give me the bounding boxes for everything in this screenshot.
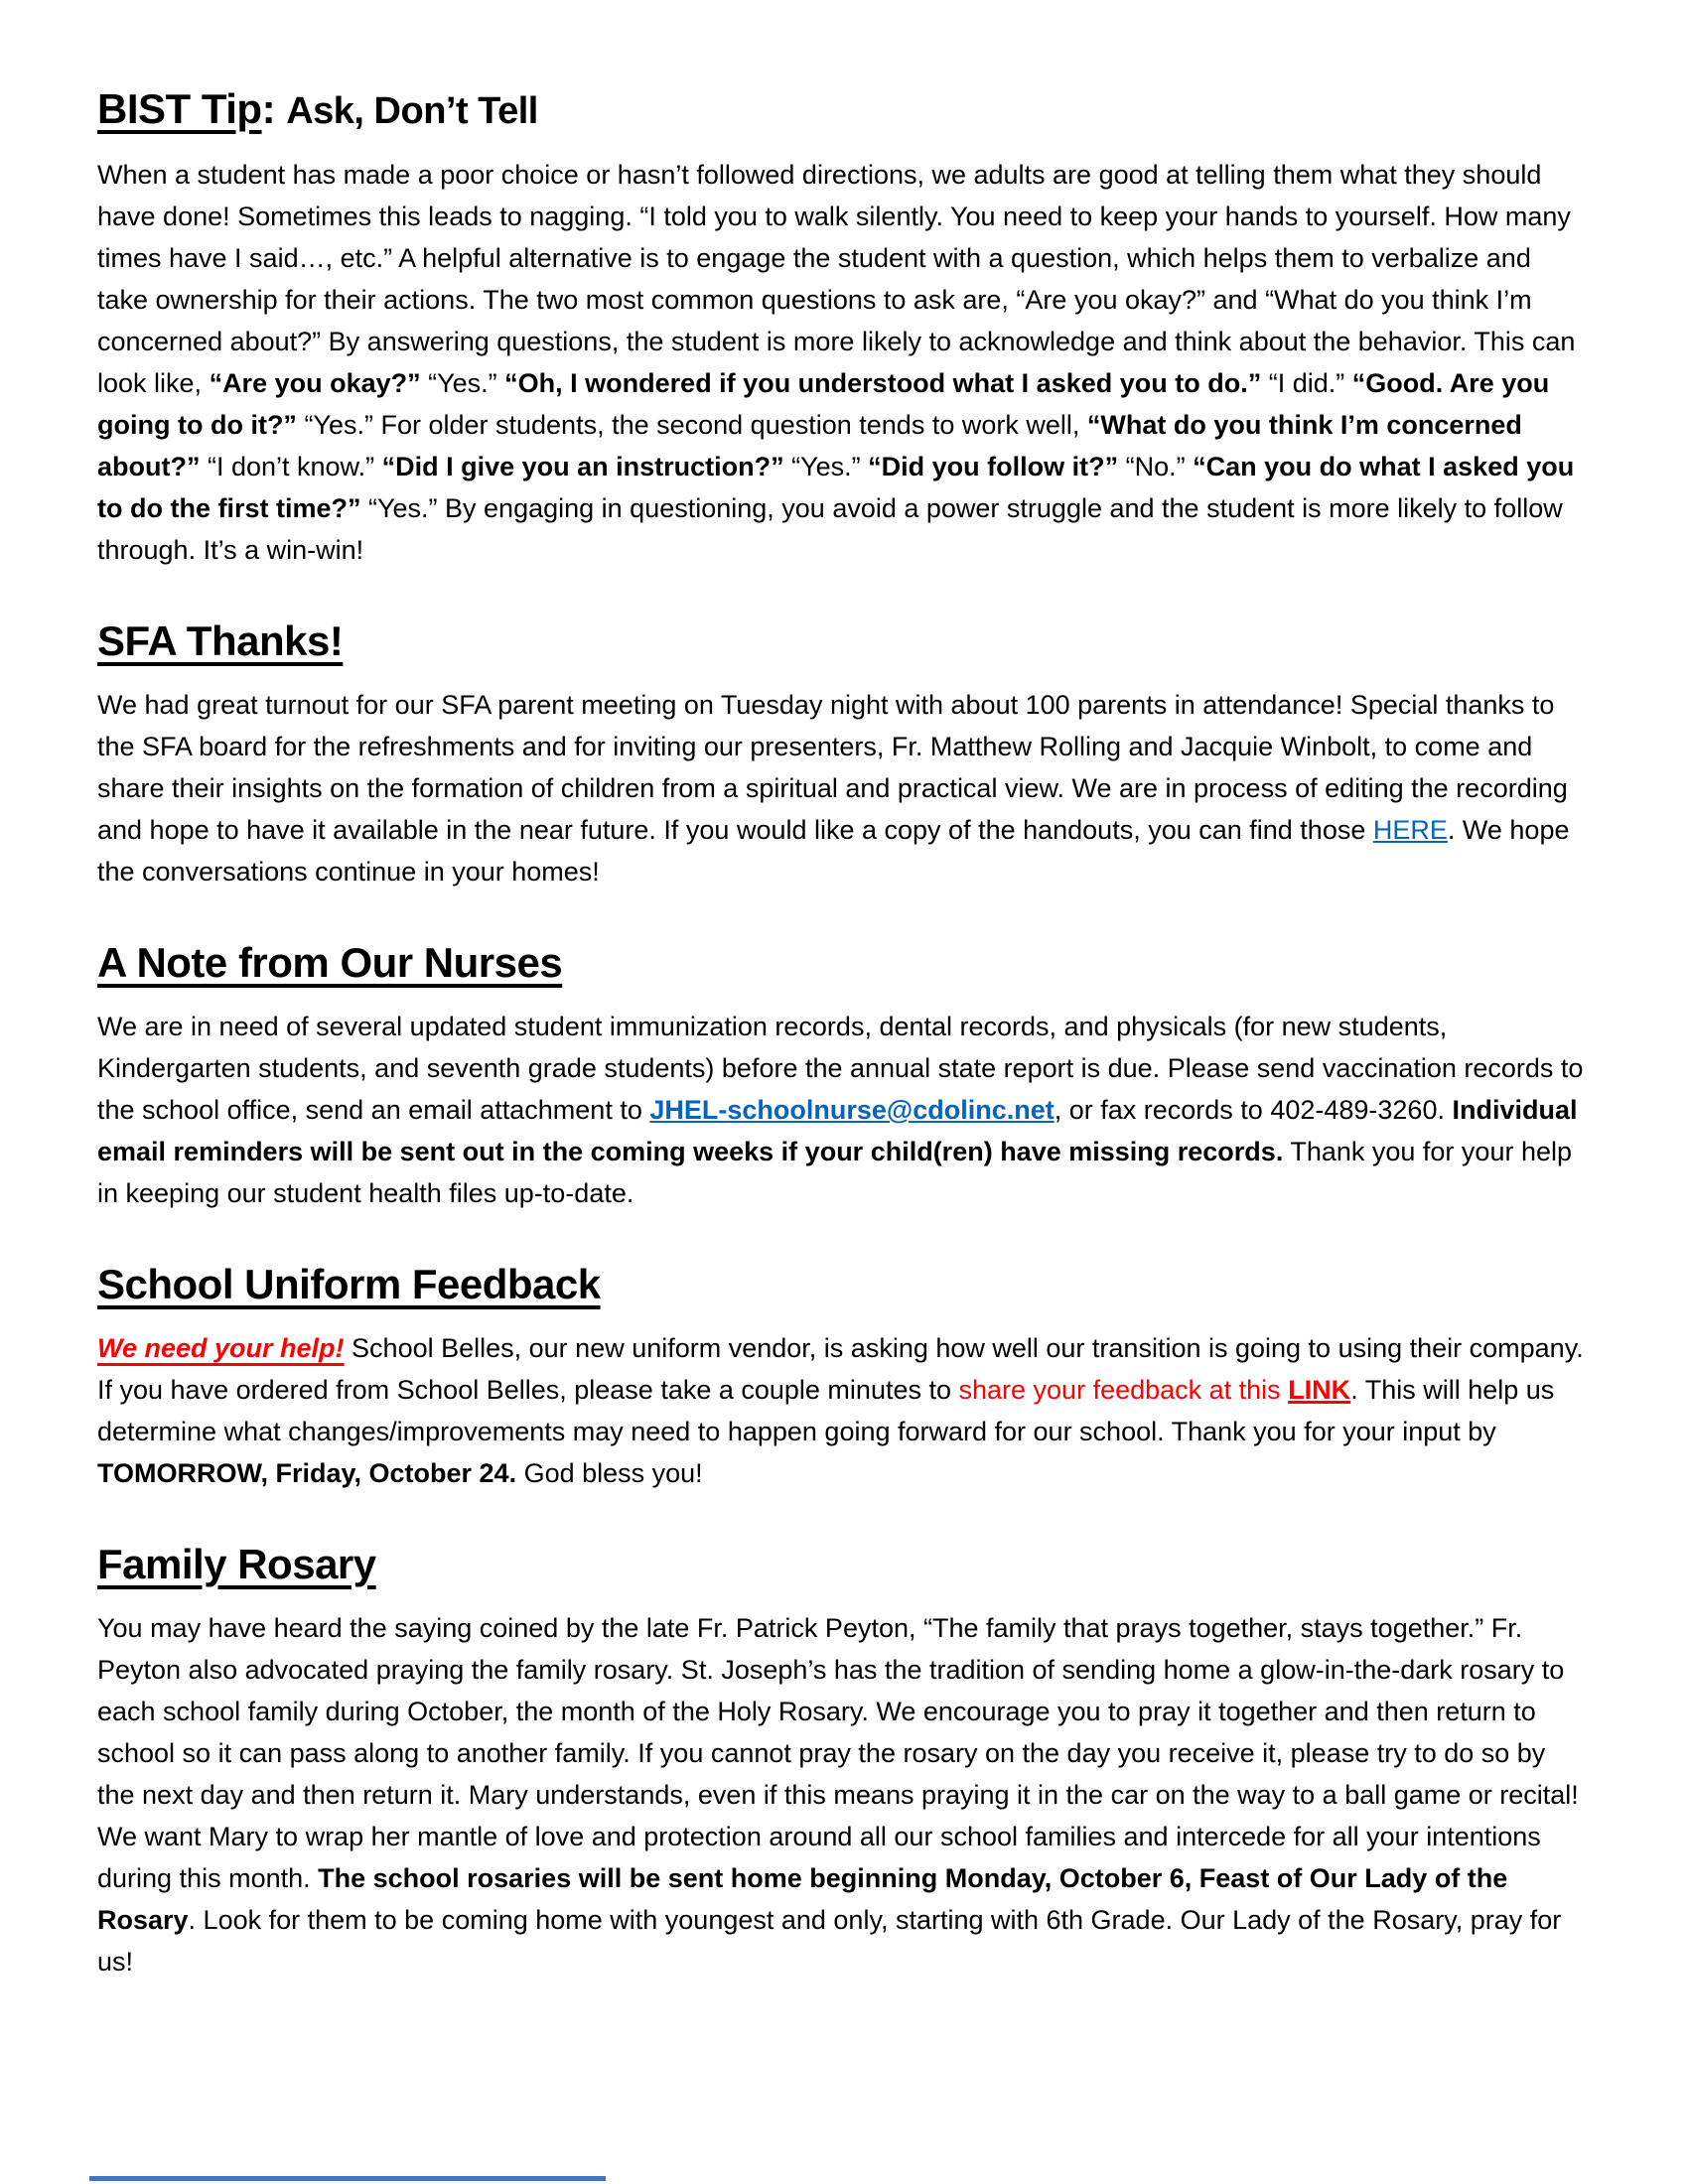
text-run: “Did I give you an instruction?” bbox=[381, 452, 784, 481]
bist-tip-paragraph bbox=[97, 154, 1589, 571]
text-run: We are in need of several updated student immunization records, dental records, and physicals (for new students, Kindergarten students, and seventh grade students) before the annual state report is due. Please send vaccination records to the school office, send an email attachment to bbox=[97, 1012, 1584, 1125]
section-uniform-feedback bbox=[97, 1260, 1589, 1494]
text-run: “Can you do what I asked you to do the first time?” bbox=[97, 452, 1575, 523]
bist-tip-heading bbox=[97, 84, 1589, 136]
text-run: , or fax records to 402-489-3260. bbox=[1054, 1095, 1453, 1125]
bist-tip-heading-main: BIST Tip bbox=[97, 85, 262, 132]
text-run: God bless you! bbox=[516, 1458, 703, 1488]
text-run: “Yes.” bbox=[783, 452, 869, 481]
nurse-email-link[interactable]: JHEL-schoolnurse@cdolinc.net bbox=[649, 1095, 1055, 1125]
text-run: “I don’t know.” bbox=[200, 452, 382, 481]
family-rosary-paragraph bbox=[97, 1607, 1589, 1982]
text-run: “Yes.” bbox=[420, 368, 505, 398]
section-sfa-thanks bbox=[97, 616, 1589, 892]
section-family-rosary bbox=[97, 1540, 1589, 1982]
text-run: Individual email reminders will be sent out in the coming weeks if your child(ren) have missing records. bbox=[97, 1095, 1578, 1166]
sfa-thanks-heading: SFA Thanks! bbox=[97, 617, 344, 664]
text-run: When a student has made a poor choice or hasn’t followed directions, we adults are good at telling them what they should have done! Sometimes this leads to nagging. “I told you to walk silently. You need to keep your hands to yourself. How many times have I said…, etc.” A helpful alternative is to engage the student with a question, which helps them to verbalize and take ownership for their actions. The two most common questions to ask are, “Are you okay?” and “What do you think I’m concerned about?” By answering questions, the student is more likely to acknowledge and think about the behavior. This can look like, bbox=[97, 160, 1576, 398]
nurses-note-heading: A Note from Our Nurses bbox=[97, 939, 563, 986]
rosary-send-home-date: The school rosaries will be sent home beginning Monday, October 6, Feast of Our Lady of the Rosary bbox=[97, 1863, 1508, 1935]
uniform-feedback-link[interactable]: LINK bbox=[1288, 1375, 1351, 1405]
text-run: “Yes.” By engaging in questioning, you avoid a power struggle and the student is more likely to follow through. It’s a win-win! bbox=[97, 493, 1563, 565]
text-run: “Oh, I wondered if you understood what I asked you to do.” bbox=[504, 368, 1262, 398]
text-run: You may have heard the saying coined by the late Fr. Patrick Peyton, “The family that prays together, stays together.” Fr. Peyton also advocated praying the family rosary. St. Joseph’s has the tradition of sending home a glow-in-the-dark rosary to each school family during October, the month of the Holy Rosary. We encourage you to pray it together and then return to school so it can pass along to another family. If you cannot pray the rosary on the day you receive it, please try to do so by the next day and then return it. Mary understands, even if this means praying it in the car on the way to a ball game or recital! We want Mary to wrap her mantle of love and protection around all our school families and intercede for all your intentions during this month. bbox=[97, 1613, 1579, 1893]
text-run: “Yes.” For older students, the second question tends to work well, bbox=[296, 410, 1087, 440]
text-run: Thank you for your help in keeping our student health files up-to-date. bbox=[97, 1137, 1572, 1208]
text-run: share your feedback at this bbox=[958, 1375, 1289, 1405]
sfa-thanks-paragraph bbox=[97, 684, 1589, 892]
text-run: “Did you follow it?” bbox=[868, 452, 1119, 481]
family-rosary-heading: Family Rosary bbox=[97, 1541, 376, 1587]
text-run: . Look for them to be coming home with youngest and only, starting with 6th Grade. Our Lady of the Rosary, pray for us! bbox=[97, 1905, 1562, 1977]
bist-tip-heading-subtitle: Ask, Don’t Tell bbox=[286, 90, 538, 132]
text-run: “No.” bbox=[1118, 452, 1194, 481]
text-run: School Belles, our new uniform vendor, is asking how well our transition is going to using their company. If you have ordered from School Belles, please take a couple minutes to bbox=[97, 1333, 1584, 1405]
text-run: “Good. Are you going to do it?” bbox=[97, 368, 1550, 440]
section-nurses-note bbox=[97, 938, 1589, 1214]
text-run: “Are you okay?” bbox=[209, 368, 421, 398]
nurses-note-paragraph bbox=[97, 1006, 1589, 1214]
text-run: . This will help us determine what changes/improvements may need to happen going forward for our school. Thank you for your input by bbox=[97, 1375, 1555, 1446]
text-run: “What do you think I’m concerned about?” bbox=[97, 410, 1522, 481]
uniform-feedback-heading: School Uniform Feedback bbox=[97, 1261, 601, 1307]
text-run: . We hope the conversations continue in your homes! bbox=[97, 815, 1570, 887]
we-need-your-help-callout: We need your help! bbox=[97, 1333, 345, 1363]
sfa-handouts-link[interactable]: HERE bbox=[1372, 815, 1448, 845]
text-run: “I did.” bbox=[1261, 368, 1352, 398]
bist-tip-heading-colon: : bbox=[261, 85, 287, 132]
uniform-feedback-paragraph bbox=[97, 1327, 1589, 1494]
section-bist-tip bbox=[97, 84, 1589, 571]
feedback-deadline: TOMORROW, Friday, October 24. bbox=[97, 1458, 517, 1488]
text-run: We had great turnout for our SFA parent meeting on Tuesday night with about 100 parents in attendance! Special thanks to the SFA board for the refreshments and for inviting our presenters, Fr. Matthew Rolling and Jacquie Winbolt, to come and share their insights on the formation of children from a spiritual and practical view. We are in process of editing the recording and hope to have it available in the near future. If you would like a copy of the handouts, you can find those bbox=[97, 690, 1568, 845]
cutoff-link-line bbox=[89, 2176, 606, 2181]
